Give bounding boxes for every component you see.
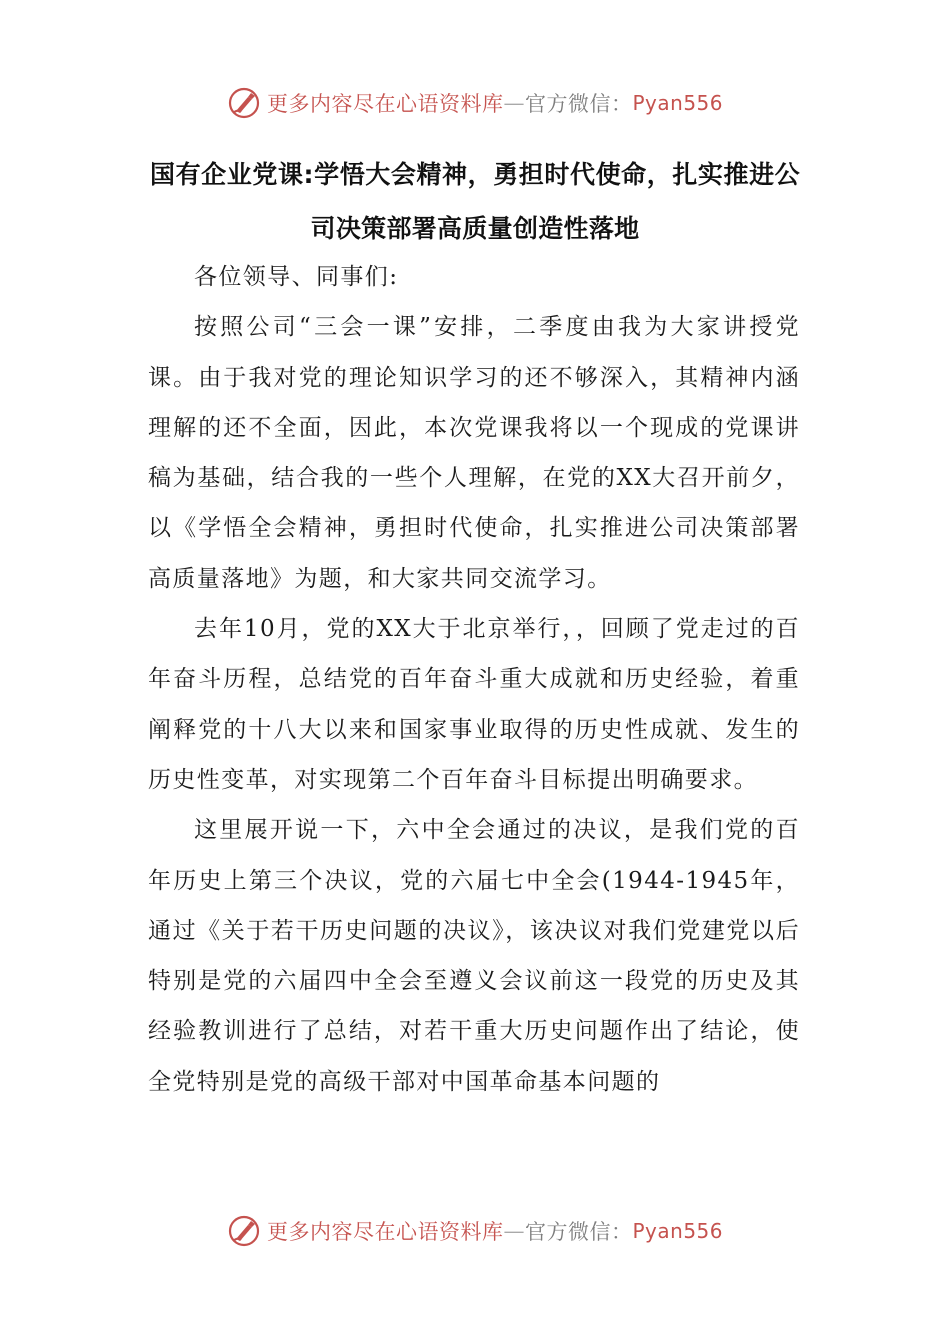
watermark-wechat-id: Pyan556 xyxy=(632,91,723,115)
watermark-wechat-label: 官方微信： xyxy=(524,1220,633,1244)
document-body xyxy=(148,252,800,1107)
body-paragraph: 按照公司“三会一课”安排，二季度由我为大家讲授党课。由于我对党的理论知识学习的还不够深入，其精神内涵理解的还不全面，因此，本次党课我将以一个现成的党课讲稿为基础，结合我的一些个人理解，在党的XX大召开前夕，以《学悟全会精神，勇担时代使命，扎实推进公司决策部署高质量落地》为题，和大家共同交流学习。 xyxy=(148,314,800,592)
watermark-dash: — xyxy=(503,1219,525,1243)
watermark-library-text: 更多内容尽在心语资料库 xyxy=(266,1220,504,1244)
body-paragraph: 这里展开说一下，六中全会通过的决议，是我们党的百年历史上第三个决议，党的六届七中全会(1944-1945年，通过《关于若干历史问题的决议》，该决议对我们党建党以后特别是党的六届四中全会至遵义会议前这一段党的历史及其经验教训进行了总结，对若干重大历史问题作出了结论，使全党特别是党的高级干部对中国革命基本问题的 xyxy=(148,817,800,1095)
watermark-wechat-id: Pyan556 xyxy=(632,1219,723,1243)
watermark-wechat-label: 官方微信： xyxy=(524,92,633,116)
watermark-footer xyxy=(0,1211,950,1251)
pen-nib-logo-icon xyxy=(227,86,261,120)
pen-nib-logo-icon xyxy=(227,1214,261,1248)
document-title: 国有企业党课:学悟大会精神，勇担时代使命，扎实推进公司决策部署高质量创造性落地 xyxy=(150,160,800,243)
watermark-header xyxy=(0,83,950,123)
salutation-paragraph: 各位领导、同事们: xyxy=(194,264,399,290)
watermark-library-text: 更多内容尽在心语资料库 xyxy=(266,92,504,116)
body-paragraph: 去年10月，党的XX大于北京举行，，回顾了党走过的百年奋斗历程，总结党的百年奋斗重大成就和历史经验，着重阐释党的十八大以来和国家事业取得的历史性成就、发生的历史性变革，对实现第二个百年奋斗目标提出明确要求。 xyxy=(148,616,800,793)
watermark-dash: — xyxy=(503,91,525,115)
